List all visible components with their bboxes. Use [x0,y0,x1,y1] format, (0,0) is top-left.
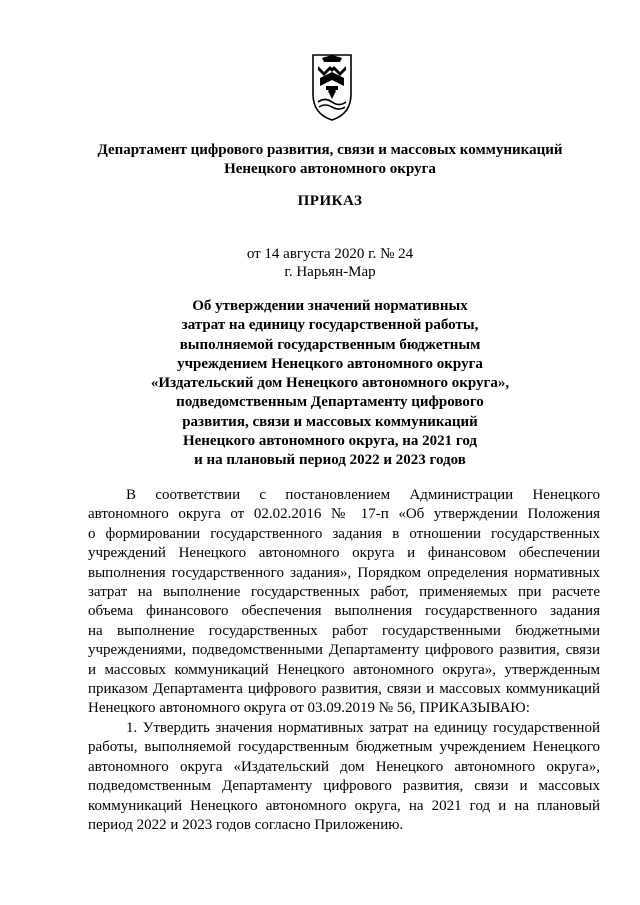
subject-line: выполняемой государственным бюджетным [179,336,481,353]
body-line: учреждений Ненецкого автономного округа и финансовом обеспечении [88,545,600,562]
body-line: Ненецкого автономного округа от 03.09.2019 № 56, ПРИКАЗЫВАЮ: [88,700,530,717]
body-line: приказом Департамента цифрового развития, связи и массовых коммуникаций [88,681,600,698]
body-line: и массовых коммуникаций Ненецкого автономного округа», утвержденным [88,661,600,678]
body-line: на выполнение государственных работ государственными бюджетными [88,622,600,639]
subject-line: «Издательский дом Ненецкого автономного округа», [150,375,510,392]
body-line: учреждениями, подведомственными Департаменту цифрового развития, связи [88,642,600,659]
subject-line: Ненецкого автономного округа, на 2021 год [182,433,478,450]
body-line: выполнения государственного задания», Порядком определения нормативных [88,564,600,581]
subject-line: учреждением Ненецкого автономного округа [177,355,483,372]
body-line: затрат на выполнение государственных работ, применяемых при расчете [88,584,600,601]
body-line: объема финансового обеспечения выполнения государственного задания [88,603,600,620]
body-line: о формировании государственного задания в отношении государственных [88,525,600,542]
subject-line: и на плановый период 2022 и 2023 годов [194,452,466,469]
department-line: Ненецкого автономного округа [224,161,436,177]
document-type: ПРИКАЗ [297,193,363,209]
department-name [60,141,600,179]
subject-line: подведомственным Департаменту цифрового [176,394,484,411]
subject-line: Об утверждении значений нормативных [192,298,468,314]
subject-line: развития, связи и массовых коммуникаций [182,413,478,430]
body-line: подведомственным Департаменту цифрового развития, связи и массовых [88,778,600,795]
body-line: коммуникаций Ненецкого автономного округа, на 2021 год и на плановый [88,797,600,814]
nenets-coat-of-arms-icon [310,52,354,122]
department-line: Департамент цифрового развития, связи и массовых коммуникаций [97,142,563,158]
body-line: автономного округа «Издательский дом Ненецкого автономного округа», [88,758,600,775]
subject-line: затрат на единицу государственной работы, [181,317,479,334]
body-line: 1. Утвердить значения нормативных затрат на единицу государственной [126,719,600,736]
body-line: автономного округа от 02.02.2016 № 17-п «Об утверждении Положения [88,506,600,523]
date-and-place [60,245,600,281]
document-place: г. Нарьян-Мар [284,264,376,280]
document-date-number: от 14 августа 2020 г. № 24 [246,246,414,262]
body-line: работы, выполняемой государственным бюджетным учреждением Ненецкого [88,739,600,756]
body-line: период 2022 и 2023 годов согласно Приложению. [88,816,404,833]
document-body [88,486,600,835]
document-subject [60,297,600,471]
body-line: В соответствии с постановлением Администрации Ненецкого [126,487,600,503]
